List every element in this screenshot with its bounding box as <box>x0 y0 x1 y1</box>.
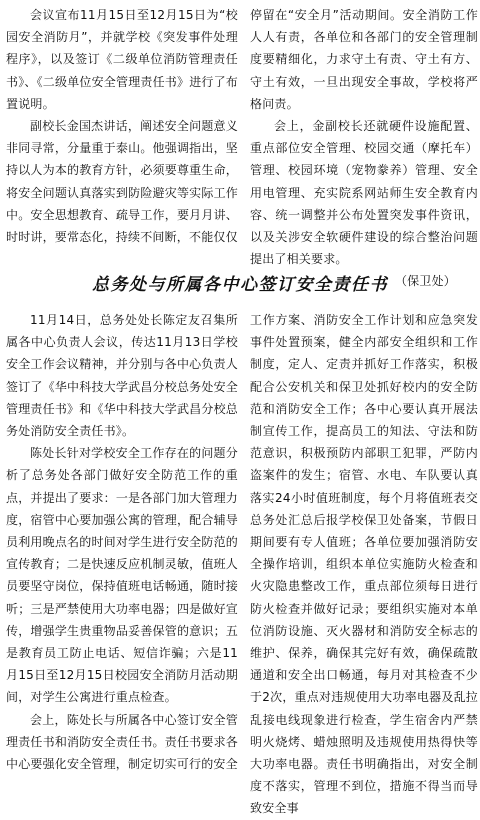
body-paragraph: 会上，陈处长与所属各中心签订安全管理责任书和消防安全责任书。责任书要求各中心要强化安全管理，制定切实可行的安全 <box>6 712 238 772</box>
article1-left-column <box>6 4 238 248</box>
body-paragraph: 工作方案、消防安全工作计划和应急突发事件处置预案，健全内部安全组织和工作制度，定人、定责并抓好工作落实，积极配合公安机关和保卫处抓好校内的安全防范和消防安全工作；各中心要认真开展法制宣传工作，提高员工的知法、守法和防范意识，积极预防内部职工犯罪，严防内盗案件的发生；宿管、水电、车队要认真落实24小时值班制度，每个月将值班表交总务处汇总后报学校保卫处备案，节假日期间要有专人值班；各单位要加强消防安全操作培训，组织本单位实施防火检查和火灾隐患整改工作，重点部位须每日进行防火检查并做好记录；要组织实施对本单位消防设施、灭火器材和消防安全标志的维护、保养，确保其完好有效，确保疏散通道和安全出口畅通，每月对其检查不少于2次，重点对违规使用大功率电器及乱拉乱接电线现象进行检查，学生宿舍内严禁明火烧烤、蜡烛照明及违规使用热得快等大功率电器。责任书明确指出，对安全制度不落实，管理不到位，措施不得当而导致安全事 <box>250 313 478 816</box>
article2-right-column <box>250 309 478 820</box>
article-headline: 总务处与所属各中心签订安全责任书 <box>92 275 388 295</box>
article1-right-column <box>250 4 478 293</box>
body-paragraph: 会议宣布11月15日至12月15日为“校园安全消防月”，并就学校《突发事件处理程序》，以及签订《二级单位消防管理责任书》、《二级单位安全管理责任书》进行了布置说明。 <box>6 8 239 111</box>
body-paragraph: 11月14日，总务处处长陈定友召集所属各中心负责人会议，传达11月13日学校安全工作会议精神，并分别与各中心负责人签订了《华中科技大学武昌分校总务处安全管理责任书》和《华中科技大学武昌分校总务处消防安全责任书》。 <box>6 313 238 439</box>
body-paragraph: 停留在“安全月”活动期间。安全消防工作人人有责，各单位和各部门的安全管理制度要精细化，力求守土有责、守土有方、守土有效，一旦出现安全事故，学校将严格问责。 <box>250 8 478 111</box>
body-paragraph: 陈处长针对学校安全工作存在的问题分析了总务处各部门做好安全防范工作的重点，并提出了要求：一是各部门加大管理力度，宿管中心要加强公寓的管理，配合辅导员利用晚点名的时间对学生进行安全防范的宣传教育；二是快速反应机制灵敏，值班人员要坚守岗位，保持值班电话畅通，随时接听；三是严禁使用大功率电器；四是做好宣传，增强学生贵重物品妥善保管的意识；五是教育员工防止电话、短信诈骗；六是11月15日至12月15日校园安全消防月活动期间，对学生公寓进行重点检查。 <box>6 446 238 705</box>
article-signature: （保卫处） <box>394 274 456 289</box>
body-paragraph: 会上，金副校长还就硬件设施配置、重点部位安全管理、校园交通（摩托车）管理、校园环境（宠物豢养）管理、安全用电管理、充实院系网站师生安全教育内容、统一调整并公布处置突发事件资讯，以及关涉安全软硬件建设的综合整治问题提出了相关要求。 <box>250 119 478 267</box>
body-paragraph: 副校长金国杰讲话，阐述安全问题意义非同寻常，分量重于泰山。他强调指出，坚持以人为本的教育方针，必须要尊重生命，将安全问题认真落实到防险避灾等实际工作中。安全思想教育、疏导工作，要月月讲、时时讲，要常态化，持续不间断，不能仅仅 <box>6 119 238 245</box>
article2-left-column <box>6 309 238 775</box>
